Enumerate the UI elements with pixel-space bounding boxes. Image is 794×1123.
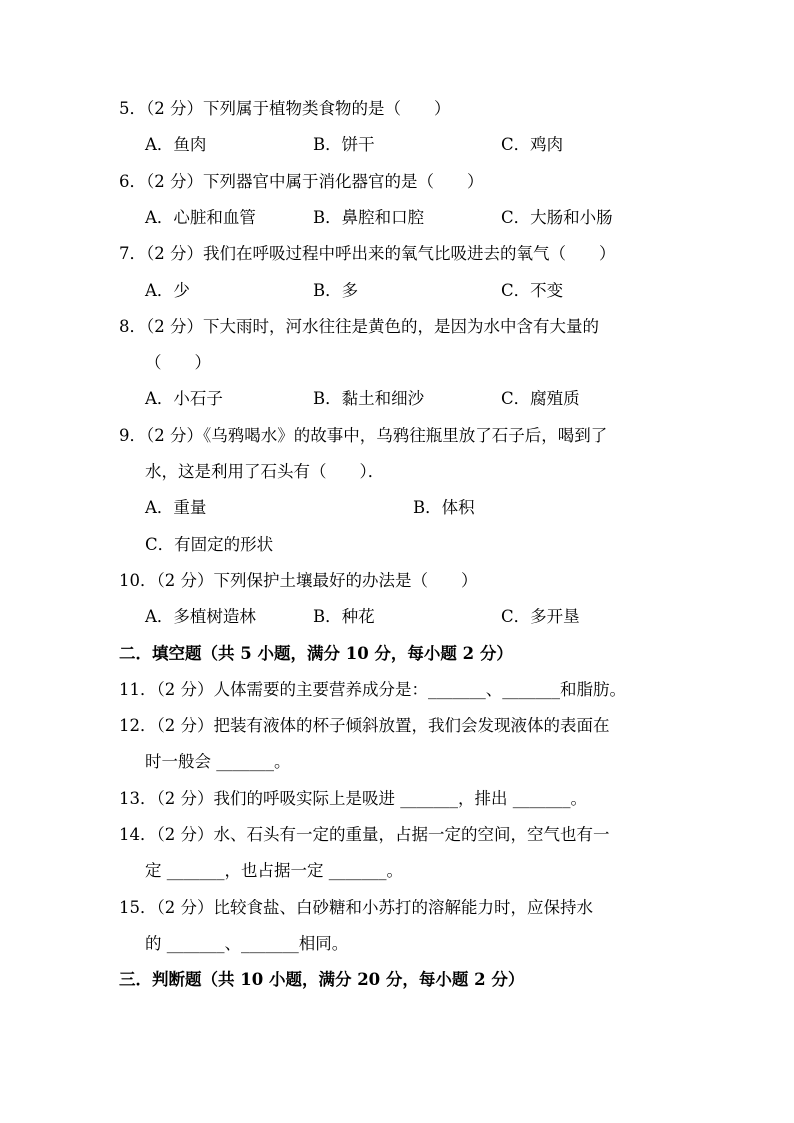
question-5-option-a: A．鱼肉 <box>145 135 207 154</box>
question-7-option-b: B．多 <box>313 281 359 300</box>
question-9-stem: 9．（2 分）《乌鸦喝水》的故事中，乌鸦往瓶里放了石子后，喝到了 <box>119 426 608 445</box>
question-14-stem-continued: 定 _______，也占据一定 _______。 <box>145 861 403 880</box>
question-12-stem: 12．（2 分）把装有液体的杯子倾斜放置，我们会发现液体的表面在 <box>119 716 610 735</box>
question-8-stem: 8．（2 分）下大雨时，河水往往是黄色的，是因为水中含有大量的 <box>119 317 599 336</box>
question-13-stem: 13．（2 分）我们的呼吸实际上是吸进 _______，排出 _______。 <box>119 789 587 808</box>
question-7-option-a: A．少 <box>145 281 190 300</box>
question-7-stem: 7．（2 分）我们在呼吸过程中呼出来的氧气比吸进去的氧气（ ） <box>119 244 616 263</box>
question-10-option-b: B．种花 <box>313 607 375 626</box>
question-5-stem: 5．（2 分）下列属于植物类食物的是（ ） <box>119 99 451 118</box>
question-11-stem: 11．（2 分）人体需要的主要营养成分是：_______、_______和脂肪。 <box>119 680 626 699</box>
question-10-option-a: A．多植树造林 <box>145 607 256 626</box>
question-8-stem-continued: （ ） <box>145 353 211 372</box>
question-5-option-c: C．鸡肉 <box>501 135 564 154</box>
question-10-stem: 10．（2 分）下列保护土壤最好的办法是（ ） <box>119 571 478 590</box>
question-6-option-b: B．鼻腔和口腔 <box>313 208 425 227</box>
question-12-stem-continued: 时一般会 _______。 <box>145 752 291 771</box>
question-6-stem: 6．（2 分）下列器官中属于消化器官的是（ ） <box>119 172 484 191</box>
question-9-stem-continued: 水，这是利用了石头有（ ）． <box>145 462 385 481</box>
question-8-option-c: C．腐殖质 <box>501 389 580 408</box>
question-15-stem-continued: 的 _______、_______相同。 <box>145 934 349 953</box>
question-14-stem: 14．（2 分）水、石头有一定的重量，占据一定的空间，空气也有一 <box>119 825 610 844</box>
question-9-option-a: A．重量 <box>145 498 207 517</box>
section-2-heading: 二．填空题（共 5 小题，满分 10 分，每小题 2 分） <box>119 644 513 663</box>
question-9-option-c: C．有固定的形状 <box>145 535 274 554</box>
question-6-option-a: A．心脏和血管 <box>145 208 256 227</box>
question-8-option-b: B．黏土和细沙 <box>313 389 425 408</box>
question-8-option-a: A．小石子 <box>145 389 223 408</box>
question-9-option-b: B．体积 <box>413 498 475 517</box>
question-5-option-b: B．饼干 <box>313 135 375 154</box>
question-15-stem: 15．（2 分）比较食盐、白砂糖和小苏打的溶解能力时，应保持水 <box>119 898 593 917</box>
question-10-option-c: C．多开垦 <box>501 607 580 626</box>
section-3-heading: 三．判断题（共 10 小题，满分 20 分，每小题 2 分） <box>119 970 525 989</box>
question-7-option-c: C．不变 <box>501 281 564 300</box>
question-6-option-c: C．大肠和小肠 <box>501 208 613 227</box>
